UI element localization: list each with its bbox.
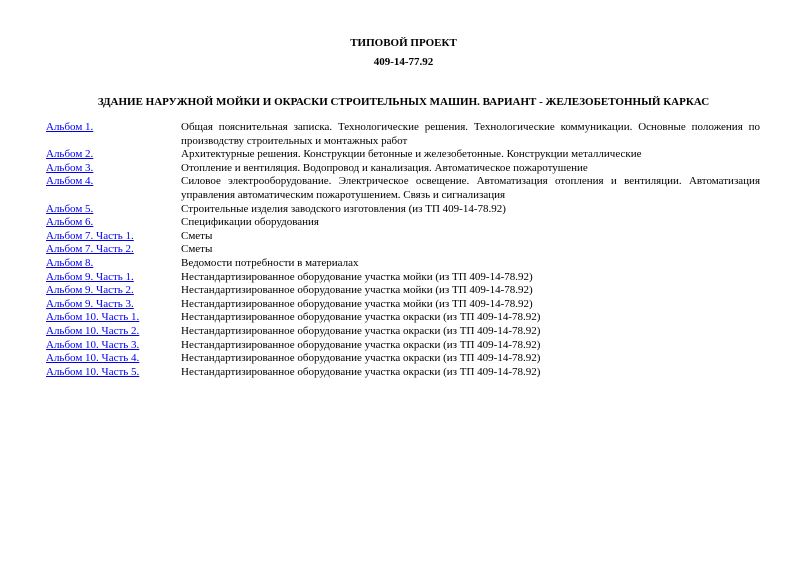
album-description: Нестандартизированное оборудование участка окраски (из ТП 409-14-78.92) [181,338,541,351]
album-description: Нестандартизированное оборудование участка окраски (из ТП 409-14-78.92) [181,324,541,337]
album-row [46,352,760,366]
album-row [46,243,760,257]
album-row [46,203,760,217]
album-row [46,148,760,162]
album-row [46,230,760,244]
doc-title-heading: ЗДАНИЕ НАРУЖНОЙ МОЙКИ И ОКРАСКИ СТРОИТЕЛЬНЫХ МАШИН. ВАРИАНТ - ЖЕЛЕЗОБЕТОННЫЙ КАРКАС [97,96,710,108]
album-link[interactable]: Альбом 8. [46,256,94,269]
album-description: Нестандартизированное оборудование участка окраски (из ТП 409-14-78.92) [181,352,541,365]
album-link[interactable]: Альбом 9. Часть 1. [46,270,134,283]
album-link[interactable]: Альбом 9. Часть 2. [46,284,134,297]
album-link[interactable]: Альбом 9. Часть 3. [46,297,134,310]
album-row [46,325,760,339]
album-link[interactable]: Альбом 6. [46,216,94,229]
album-description: Сметы [181,229,213,242]
album-row [46,284,760,298]
doc-type-heading: ТИПОВОЙ ПРОЕКТ [350,37,457,49]
album-row [46,339,760,353]
album-description: Общая пояснительная записка. Технологические решения. Технологические коммуникации. Основные положения по производству строительных и монтажных работ [181,121,760,147]
album-link[interactable]: Альбом 10. Часть 5. [46,365,140,378]
album-description: Нестандартизированное оборудование участка окраски (из ТП 409-14-78.92) [181,365,541,378]
album-row [46,257,760,271]
album-description: Ведомости потребности в материалах [181,256,359,269]
album-description: Нестандартизированное оборудование участка мойки (из ТП 409-14-78.92) [181,297,533,310]
album-description: Нестандартизированное оборудование участка окраски (из ТП 409-14-78.92) [181,311,541,324]
album-row [46,216,760,230]
album-link[interactable]: Альбом 7. Часть 1. [46,229,134,242]
album-link[interactable]: Альбом 5. [46,202,94,215]
album-description: Спецификации оборудования [181,216,319,229]
album-row [46,271,760,285]
album-row [46,311,760,325]
album-description: Силовое электрооборудование. Электрическое освещение. Автоматизация отопления и вентиляции. Автоматизация управления автоматическим пожаротушением. Связь и сигнализация [181,175,760,201]
album-row [46,366,760,380]
album-description: Отопление и вентиляция. Водопровод и канализация. Автоматическое пожаротушение [181,161,588,174]
album-link[interactable]: Альбом 1. [46,121,94,133]
album-link[interactable]: Альбом 3. [46,161,94,174]
album-description: Сметы [181,243,213,256]
album-row [46,162,760,176]
album-description: Нестандартизированное оборудование участка мойки (из ТП 409-14-78.92) [181,284,533,297]
album-list [46,121,760,379]
album-link[interactable]: Альбом 10. Часть 2. [46,324,140,337]
album-link[interactable]: Альбом 10. Часть 4. [46,352,140,365]
album-link[interactable]: Альбом 2. [46,148,94,161]
album-link[interactable]: Альбом 10. Часть 1. [46,311,140,324]
album-description: Нестандартизированное оборудование участка мойки (из ТП 409-14-78.92) [181,270,533,283]
album-link[interactable]: Альбом 10. Часть 3. [46,338,140,351]
album-description: Строительные изделия заводского изготовления (из ТП 409-14-78.92) [181,202,506,215]
album-row [46,298,760,312]
album-link[interactable]: Альбом 4. [46,175,94,188]
album-description: Архитектурные решения. Конструкции бетонные и железобетонные. Конструкции металлические [181,148,642,161]
album-row [46,121,760,148]
album-row [46,175,760,202]
album-link[interactable]: Альбом 7. Часть 2. [46,243,134,256]
doc-number-heading: 409-14-77.92 [373,56,434,68]
